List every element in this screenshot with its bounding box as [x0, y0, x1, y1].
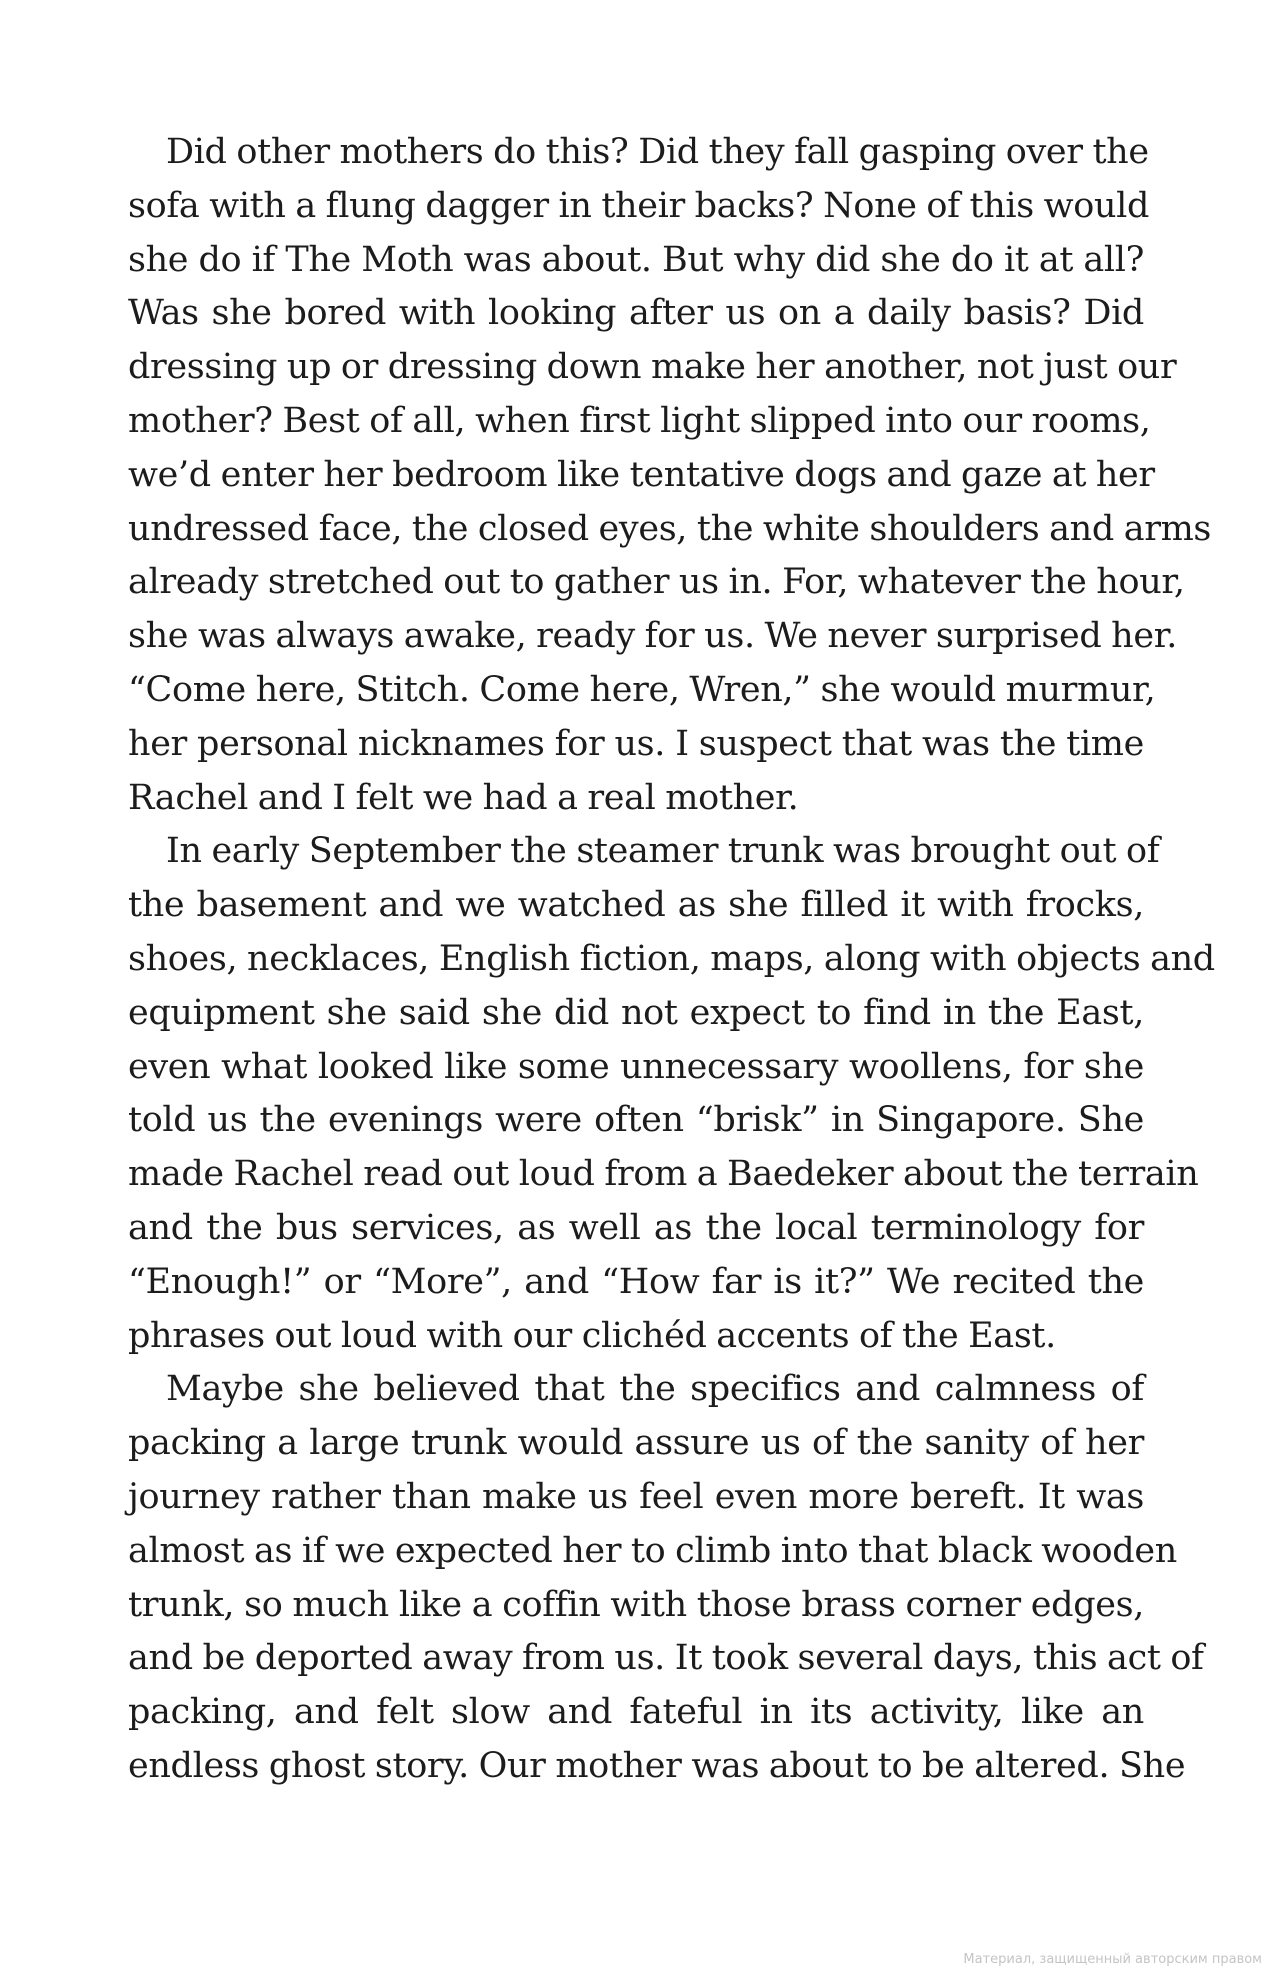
text-line: packing, and felt slow and fateful in its activity, like an — [128, 1692, 1144, 1733]
text-line: packing a large trunk would assure us of the sanity of her — [128, 1423, 1144, 1464]
text-line: journey rather than make us feel even more bereft. It was — [128, 1476, 1144, 1517]
text-line: the basement and we watched as she filled it with frocks, — [128, 885, 1144, 926]
text-line: “Enough!” or “More”, and “How far is it?” We recited the — [128, 1261, 1144, 1302]
text-line: she was always awake, ready for us. We never surprised her. — [128, 616, 1178, 657]
text-line: Maybe she believed that the specifics and calmness of — [166, 1369, 1144, 1410]
page-text — [128, 126, 1215, 1794]
text-line: “Come here, Stitch. Come here, Wren,” she would murmur, — [128, 669, 1156, 710]
text-line: dressing up or dressing down make her another, not just our — [128, 347, 1177, 388]
text-line: and be deported away from us. It took several days, this act of — [128, 1638, 1204, 1679]
text-line: sofa with a flung dagger in their backs? None of this would — [128, 185, 1150, 226]
text-line: endless ghost story. Our mother was about to be altered. She — [128, 1745, 1186, 1786]
text-line: and the bus services, as well as the local terminology for — [128, 1207, 1144, 1248]
text-line: Did other mothers do this? Did they fall gasping over the — [166, 132, 1149, 172]
text-line: Was she bored with looking after us on a daily basis? Did — [128, 293, 1144, 334]
text-line: she do if The Moth was about. But why did she do it at all? — [128, 239, 1144, 280]
text-line: already stretched out to gather us in. For, whatever the hour, — [128, 562, 1185, 603]
text-line: phrases out loud with our clichéd accents of the East. — [128, 1315, 1056, 1356]
copyright-watermark: Материал, защищенный авторским правом — [963, 1952, 1262, 1967]
text-line: almost as if we expected her to climb into that black wooden — [128, 1530, 1177, 1571]
text-line: equipment she said she did not expect to find in the East, — [128, 992, 1144, 1033]
text-line: In early September the steamer trunk was brought out of — [166, 831, 1160, 872]
text-line: her personal nicknames for us. I suspect that was the time — [128, 723, 1144, 764]
text-line: told us the evenings were often “brisk” in Singapore. She — [128, 1100, 1144, 1141]
text-line: mother? Best of all, when first light slipped into our rooms, — [128, 400, 1151, 441]
paragraph — [128, 825, 1215, 1363]
paragraph — [128, 126, 1212, 825]
text-line: even what looked like some unnecessary woollens, for she — [128, 1046, 1144, 1087]
text-line: Rachel and I felt we had a real mother. — [128, 777, 799, 818]
text-line: trunk, so much like a coffin with those brass corner edges, — [128, 1584, 1144, 1625]
text-line: we’d enter her bedroom like tentative dogs and gaze at her — [128, 454, 1155, 495]
paragraph — [128, 1363, 1204, 1793]
text-line: shoes, necklaces, English fiction, maps, along with objects and — [128, 938, 1215, 979]
text-line: undressed face, the closed eyes, the white shoulders and arms — [128, 508, 1212, 549]
text-line: made Rachel read out loud from a Baedeker about the terrain — [128, 1154, 1199, 1195]
